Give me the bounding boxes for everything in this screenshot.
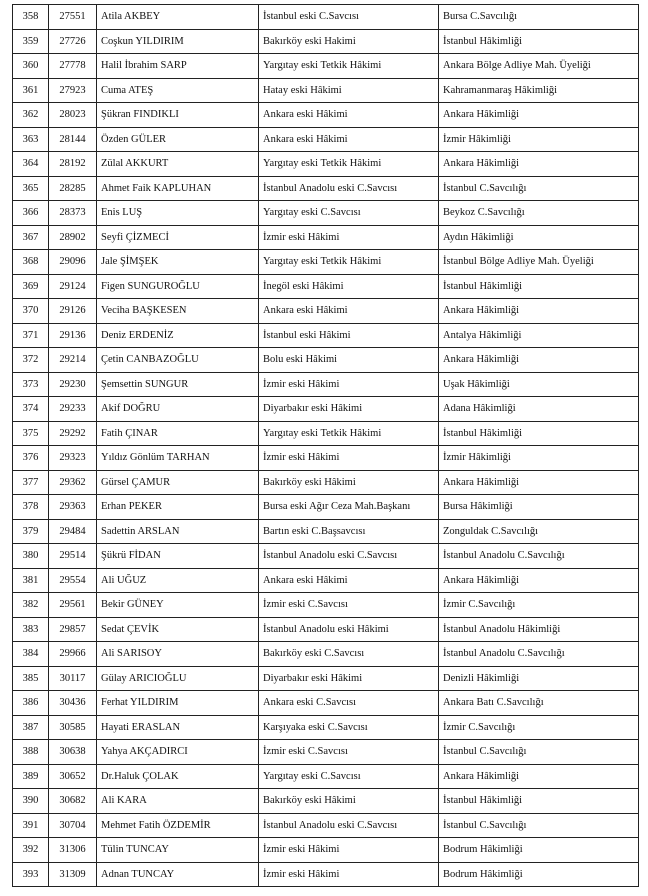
new-assignment: İstanbul Anadolu C.Savcılığı: [439, 544, 639, 569]
row-number: 374: [13, 397, 49, 422]
former-position: İstanbul eski C.Savcısı: [259, 5, 439, 30]
row-number: 373: [13, 372, 49, 397]
person-name: Seyfi ÇİZMECİ: [97, 225, 259, 250]
registry-number: 27726: [49, 29, 97, 54]
person-name: Yıldız Gönlüm TARHAN: [97, 446, 259, 471]
new-assignment: Ankara Batı C.Savcılığı: [439, 691, 639, 716]
registry-number: 29096: [49, 250, 97, 275]
new-assignment: İstanbul C.Savcılığı: [439, 176, 639, 201]
table-row: [13, 740, 639, 765]
new-assignment: İstanbul Hâkimliği: [439, 789, 639, 814]
former-position: Yargıtay eski C.Savcısı: [259, 764, 439, 789]
registry-number: 31309: [49, 862, 97, 887]
registry-number: 29363: [49, 495, 97, 520]
table-row: [13, 127, 639, 152]
person-name: Mehmet Fatih ÖZDEMİR: [97, 813, 259, 838]
row-number: 386: [13, 691, 49, 716]
former-position: İzmir eski Hâkimi: [259, 225, 439, 250]
new-assignment: Uşak Hâkimliği: [439, 372, 639, 397]
person-name: Şükrü FİDAN: [97, 544, 259, 569]
former-position: Bartın eski C.Başsavcısı: [259, 519, 439, 544]
person-name: Gürsel ÇAMUR: [97, 470, 259, 495]
new-assignment: İstanbul Anadolu C.Savcılığı: [439, 642, 639, 667]
registry-number: 27923: [49, 78, 97, 103]
former-position: Yargıtay eski C.Savcısı: [259, 201, 439, 226]
new-assignment: İstanbul C.Savcılığı: [439, 740, 639, 765]
row-number: 380: [13, 544, 49, 569]
row-number: 376: [13, 446, 49, 471]
table-row: [13, 5, 639, 30]
row-number: 361: [13, 78, 49, 103]
new-assignment: İzmir Hâkimliği: [439, 446, 639, 471]
new-assignment: Zonguldak C.Savcılığı: [439, 519, 639, 544]
registry-number: 30652: [49, 764, 97, 789]
table-row: [13, 593, 639, 618]
former-position: Bakırköy eski Hakimi: [259, 29, 439, 54]
person-name: Cuma ATEŞ: [97, 78, 259, 103]
registry-number: 29233: [49, 397, 97, 422]
row-number: 388: [13, 740, 49, 765]
registry-number: 28144: [49, 127, 97, 152]
table-row: [13, 323, 639, 348]
table-row: [13, 544, 639, 569]
table-row: [13, 250, 639, 275]
person-name: Adnan TUNCAY: [97, 862, 259, 887]
row-number: 382: [13, 593, 49, 618]
table-row: [13, 862, 639, 887]
former-position: Ankara eski Hâkimi: [259, 103, 439, 128]
new-assignment: İzmir C.Savcılığı: [439, 593, 639, 618]
new-assignment: İzmir Hâkimliği: [439, 127, 639, 152]
row-number: 371: [13, 323, 49, 348]
registry-number: 30638: [49, 740, 97, 765]
registry-number: 29484: [49, 519, 97, 544]
row-number: 366: [13, 201, 49, 226]
registry-number: 27551: [49, 5, 97, 30]
registry-number: 31306: [49, 838, 97, 863]
table-row: [13, 29, 639, 54]
new-assignment: Ankara Hâkimliği: [439, 470, 639, 495]
table-row: [13, 201, 639, 226]
registry-number: 29514: [49, 544, 97, 569]
registry-number: 28902: [49, 225, 97, 250]
registry-number: 29214: [49, 348, 97, 373]
registry-number: 28285: [49, 176, 97, 201]
new-assignment: Aydın Hâkimliği: [439, 225, 639, 250]
person-name: Ferhat YILDIRIM: [97, 691, 259, 716]
row-number: 383: [13, 617, 49, 642]
former-position: Ankara eski Hâkimi: [259, 568, 439, 593]
former-position: Ankara eski C.Savcısı: [259, 691, 439, 716]
new-assignment: İstanbul Hâkimliği: [439, 274, 639, 299]
former-position: Hatay eski Hâkimi: [259, 78, 439, 103]
person-name: Ali SARISOY: [97, 642, 259, 667]
table-row: [13, 813, 639, 838]
new-assignment: İstanbul Anadolu Hâkimliği: [439, 617, 639, 642]
row-number: 389: [13, 764, 49, 789]
former-position: Diyarbakır eski Hâkimi: [259, 397, 439, 422]
new-assignment: Denizli Hâkimliği: [439, 666, 639, 691]
former-position: Bolu eski Hâkimi: [259, 348, 439, 373]
row-number: 365: [13, 176, 49, 201]
table-row: [13, 470, 639, 495]
person-name: Çetin CANBAZOĞLU: [97, 348, 259, 373]
new-assignment: Bodrum Hâkimliği: [439, 838, 639, 863]
new-assignment: İstanbul Bölge Adliye Mah. Üyeliği: [439, 250, 639, 275]
former-position: Bursa eski Ağır Ceza Mah.Başkanı: [259, 495, 439, 520]
registry-number: 29857: [49, 617, 97, 642]
table-row: [13, 274, 639, 299]
person-name: Akif DOĞRU: [97, 397, 259, 422]
table-row: [13, 838, 639, 863]
table-row: [13, 666, 639, 691]
new-assignment: Bodrum Hâkimliği: [439, 862, 639, 887]
person-name: Şükran FINDIKLI: [97, 103, 259, 128]
person-name: Fatih ÇINAR: [97, 421, 259, 446]
row-number: 358: [13, 5, 49, 30]
new-assignment: Ankara Hâkimliği: [439, 103, 639, 128]
row-number: 362: [13, 103, 49, 128]
person-name: Ahmet Faik KAPLUHAN: [97, 176, 259, 201]
former-position: Yargıtay eski Tetkik Hâkimi: [259, 421, 439, 446]
table-row: [13, 568, 639, 593]
new-assignment: Bursa Hâkimliği: [439, 495, 639, 520]
person-name: Figen SUNGUROĞLU: [97, 274, 259, 299]
person-name: Erhan PEKER: [97, 495, 259, 520]
table-row: [13, 176, 639, 201]
former-position: İzmir eski Hâkimi: [259, 838, 439, 863]
former-position: İstanbul Anadolu eski C.Savcısı: [259, 813, 439, 838]
new-assignment: Ankara Bölge Adliye Mah. Üyeliği: [439, 54, 639, 79]
person-name: Ali UĞUZ: [97, 568, 259, 593]
row-number: 367: [13, 225, 49, 250]
table-row: [13, 715, 639, 740]
row-number: 379: [13, 519, 49, 544]
person-name: Veciha BAŞKESEN: [97, 299, 259, 324]
former-position: Yargıtay eski Tetkik Hâkimi: [259, 54, 439, 79]
person-name: Şemsettin SUNGUR: [97, 372, 259, 397]
registry-number: 29126: [49, 299, 97, 324]
document-page: [12, 4, 638, 887]
person-name: Tülin TUNCAY: [97, 838, 259, 863]
new-assignment: Bursa C.Savcılığı: [439, 5, 639, 30]
new-assignment: İzmir C.Savcılığı: [439, 715, 639, 740]
table-row: [13, 348, 639, 373]
row-number: 375: [13, 421, 49, 446]
registry-number: 30117: [49, 666, 97, 691]
appointment-table: [12, 4, 639, 887]
former-position: Bakırköy eski Hâkimi: [259, 789, 439, 814]
table-row: [13, 789, 639, 814]
person-name: Özden GÜLER: [97, 127, 259, 152]
table-row: [13, 54, 639, 79]
row-number: 368: [13, 250, 49, 275]
former-position: İstanbul Anadolu eski Hâkimi: [259, 617, 439, 642]
person-name: Sadettin ARSLAN: [97, 519, 259, 544]
row-number: 372: [13, 348, 49, 373]
person-name: Enis LUŞ: [97, 201, 259, 226]
registry-number: 29124: [49, 274, 97, 299]
former-position: Yargıtay eski Tetkik Hâkimi: [259, 152, 439, 177]
table-row: [13, 617, 639, 642]
registry-number: 28373: [49, 201, 97, 226]
row-number: 369: [13, 274, 49, 299]
table-row: [13, 421, 639, 446]
row-number: 364: [13, 152, 49, 177]
table-row: [13, 152, 639, 177]
person-name: Halil İbrahim SARP: [97, 54, 259, 79]
person-name: Bekir GÜNEY: [97, 593, 259, 618]
former-position: İzmir eski Hâkimi: [259, 372, 439, 397]
former-position: İstanbul Anadolu eski C.Savcısı: [259, 544, 439, 569]
new-assignment: Ankara Hâkimliği: [439, 299, 639, 324]
table-row: [13, 299, 639, 324]
registry-number: 28023: [49, 103, 97, 128]
new-assignment: Ankara Hâkimliği: [439, 348, 639, 373]
former-position: İzmir eski Hâkimi: [259, 446, 439, 471]
former-position: Bakırköy eski C.Savcısı: [259, 642, 439, 667]
row-number: 393: [13, 862, 49, 887]
new-assignment: Ankara Hâkimliği: [439, 568, 639, 593]
row-number: 387: [13, 715, 49, 740]
registry-number: 29136: [49, 323, 97, 348]
person-name: Gülay ARICIOĞLU: [97, 666, 259, 691]
new-assignment: Antalya Hâkimliği: [439, 323, 639, 348]
registry-number: 27778: [49, 54, 97, 79]
former-position: Ankara eski Hâkimi: [259, 127, 439, 152]
former-position: Diyarbakır eski Hâkimi: [259, 666, 439, 691]
registry-number: 28192: [49, 152, 97, 177]
row-number: 378: [13, 495, 49, 520]
new-assignment: İstanbul C.Savcılığı: [439, 813, 639, 838]
table-row: [13, 642, 639, 667]
new-assignment: İstanbul Hâkimliği: [439, 421, 639, 446]
person-name: Sedat ÇEVİK: [97, 617, 259, 642]
table-row: [13, 78, 639, 103]
former-position: İzmir eski C.Savcısı: [259, 593, 439, 618]
registry-number: 29323: [49, 446, 97, 471]
table-row: [13, 103, 639, 128]
former-position: İstanbul eski Hâkimi: [259, 323, 439, 348]
former-position: İstanbul Anadolu eski C.Savcısı: [259, 176, 439, 201]
registry-number: 30682: [49, 789, 97, 814]
row-number: 392: [13, 838, 49, 863]
person-name: Atila AKBEY: [97, 5, 259, 30]
new-assignment: Ankara Hâkimliği: [439, 152, 639, 177]
new-assignment: Adana Hâkimliği: [439, 397, 639, 422]
registry-number: 30585: [49, 715, 97, 740]
table-row: [13, 397, 639, 422]
table-row: [13, 519, 639, 544]
row-number: 359: [13, 29, 49, 54]
former-position: Yargıtay eski Tetkik Hâkimi: [259, 250, 439, 275]
person-name: Yahya AKÇADIRCI: [97, 740, 259, 765]
person-name: Dr.Haluk ÇOLAK: [97, 764, 259, 789]
row-number: 363: [13, 127, 49, 152]
person-name: Coşkun YILDIRIM: [97, 29, 259, 54]
table-body: [13, 5, 639, 887]
registry-number: 29292: [49, 421, 97, 446]
person-name: Zülal AKKURT: [97, 152, 259, 177]
new-assignment: Ankara Hâkimliği: [439, 764, 639, 789]
table-row: [13, 446, 639, 471]
person-name: Jale ŞİMŞEK: [97, 250, 259, 275]
row-number: 370: [13, 299, 49, 324]
table-row: [13, 225, 639, 250]
new-assignment: Beykoz C.Savcılığı: [439, 201, 639, 226]
new-assignment: Kahramanmaraş Hâkimliği: [439, 78, 639, 103]
former-position: Bakırköy eski Hâkimi: [259, 470, 439, 495]
person-name: Hayati ERASLAN: [97, 715, 259, 740]
table-row: [13, 372, 639, 397]
registry-number: 30704: [49, 813, 97, 838]
registry-number: 30436: [49, 691, 97, 716]
row-number: 384: [13, 642, 49, 667]
table-row: [13, 764, 639, 789]
table-row: [13, 495, 639, 520]
row-number: 391: [13, 813, 49, 838]
registry-number: 29561: [49, 593, 97, 618]
former-position: İzmir eski Hâkimi: [259, 862, 439, 887]
registry-number: 29362: [49, 470, 97, 495]
new-assignment: İstanbul Hâkimliği: [439, 29, 639, 54]
row-number: 385: [13, 666, 49, 691]
former-position: Karşıyaka eski C.Savcısı: [259, 715, 439, 740]
row-number: 390: [13, 789, 49, 814]
registry-number: 29966: [49, 642, 97, 667]
row-number: 360: [13, 54, 49, 79]
registry-number: 29230: [49, 372, 97, 397]
table-row: [13, 691, 639, 716]
former-position: İnegöl eski Hâkimi: [259, 274, 439, 299]
row-number: 381: [13, 568, 49, 593]
former-position: İzmir eski C.Savcısı: [259, 740, 439, 765]
person-name: Deniz ERDENİZ: [97, 323, 259, 348]
row-number: 377: [13, 470, 49, 495]
person-name: Ali KARA: [97, 789, 259, 814]
former-position: Ankara eski Hâkimi: [259, 299, 439, 324]
registry-number: 29554: [49, 568, 97, 593]
